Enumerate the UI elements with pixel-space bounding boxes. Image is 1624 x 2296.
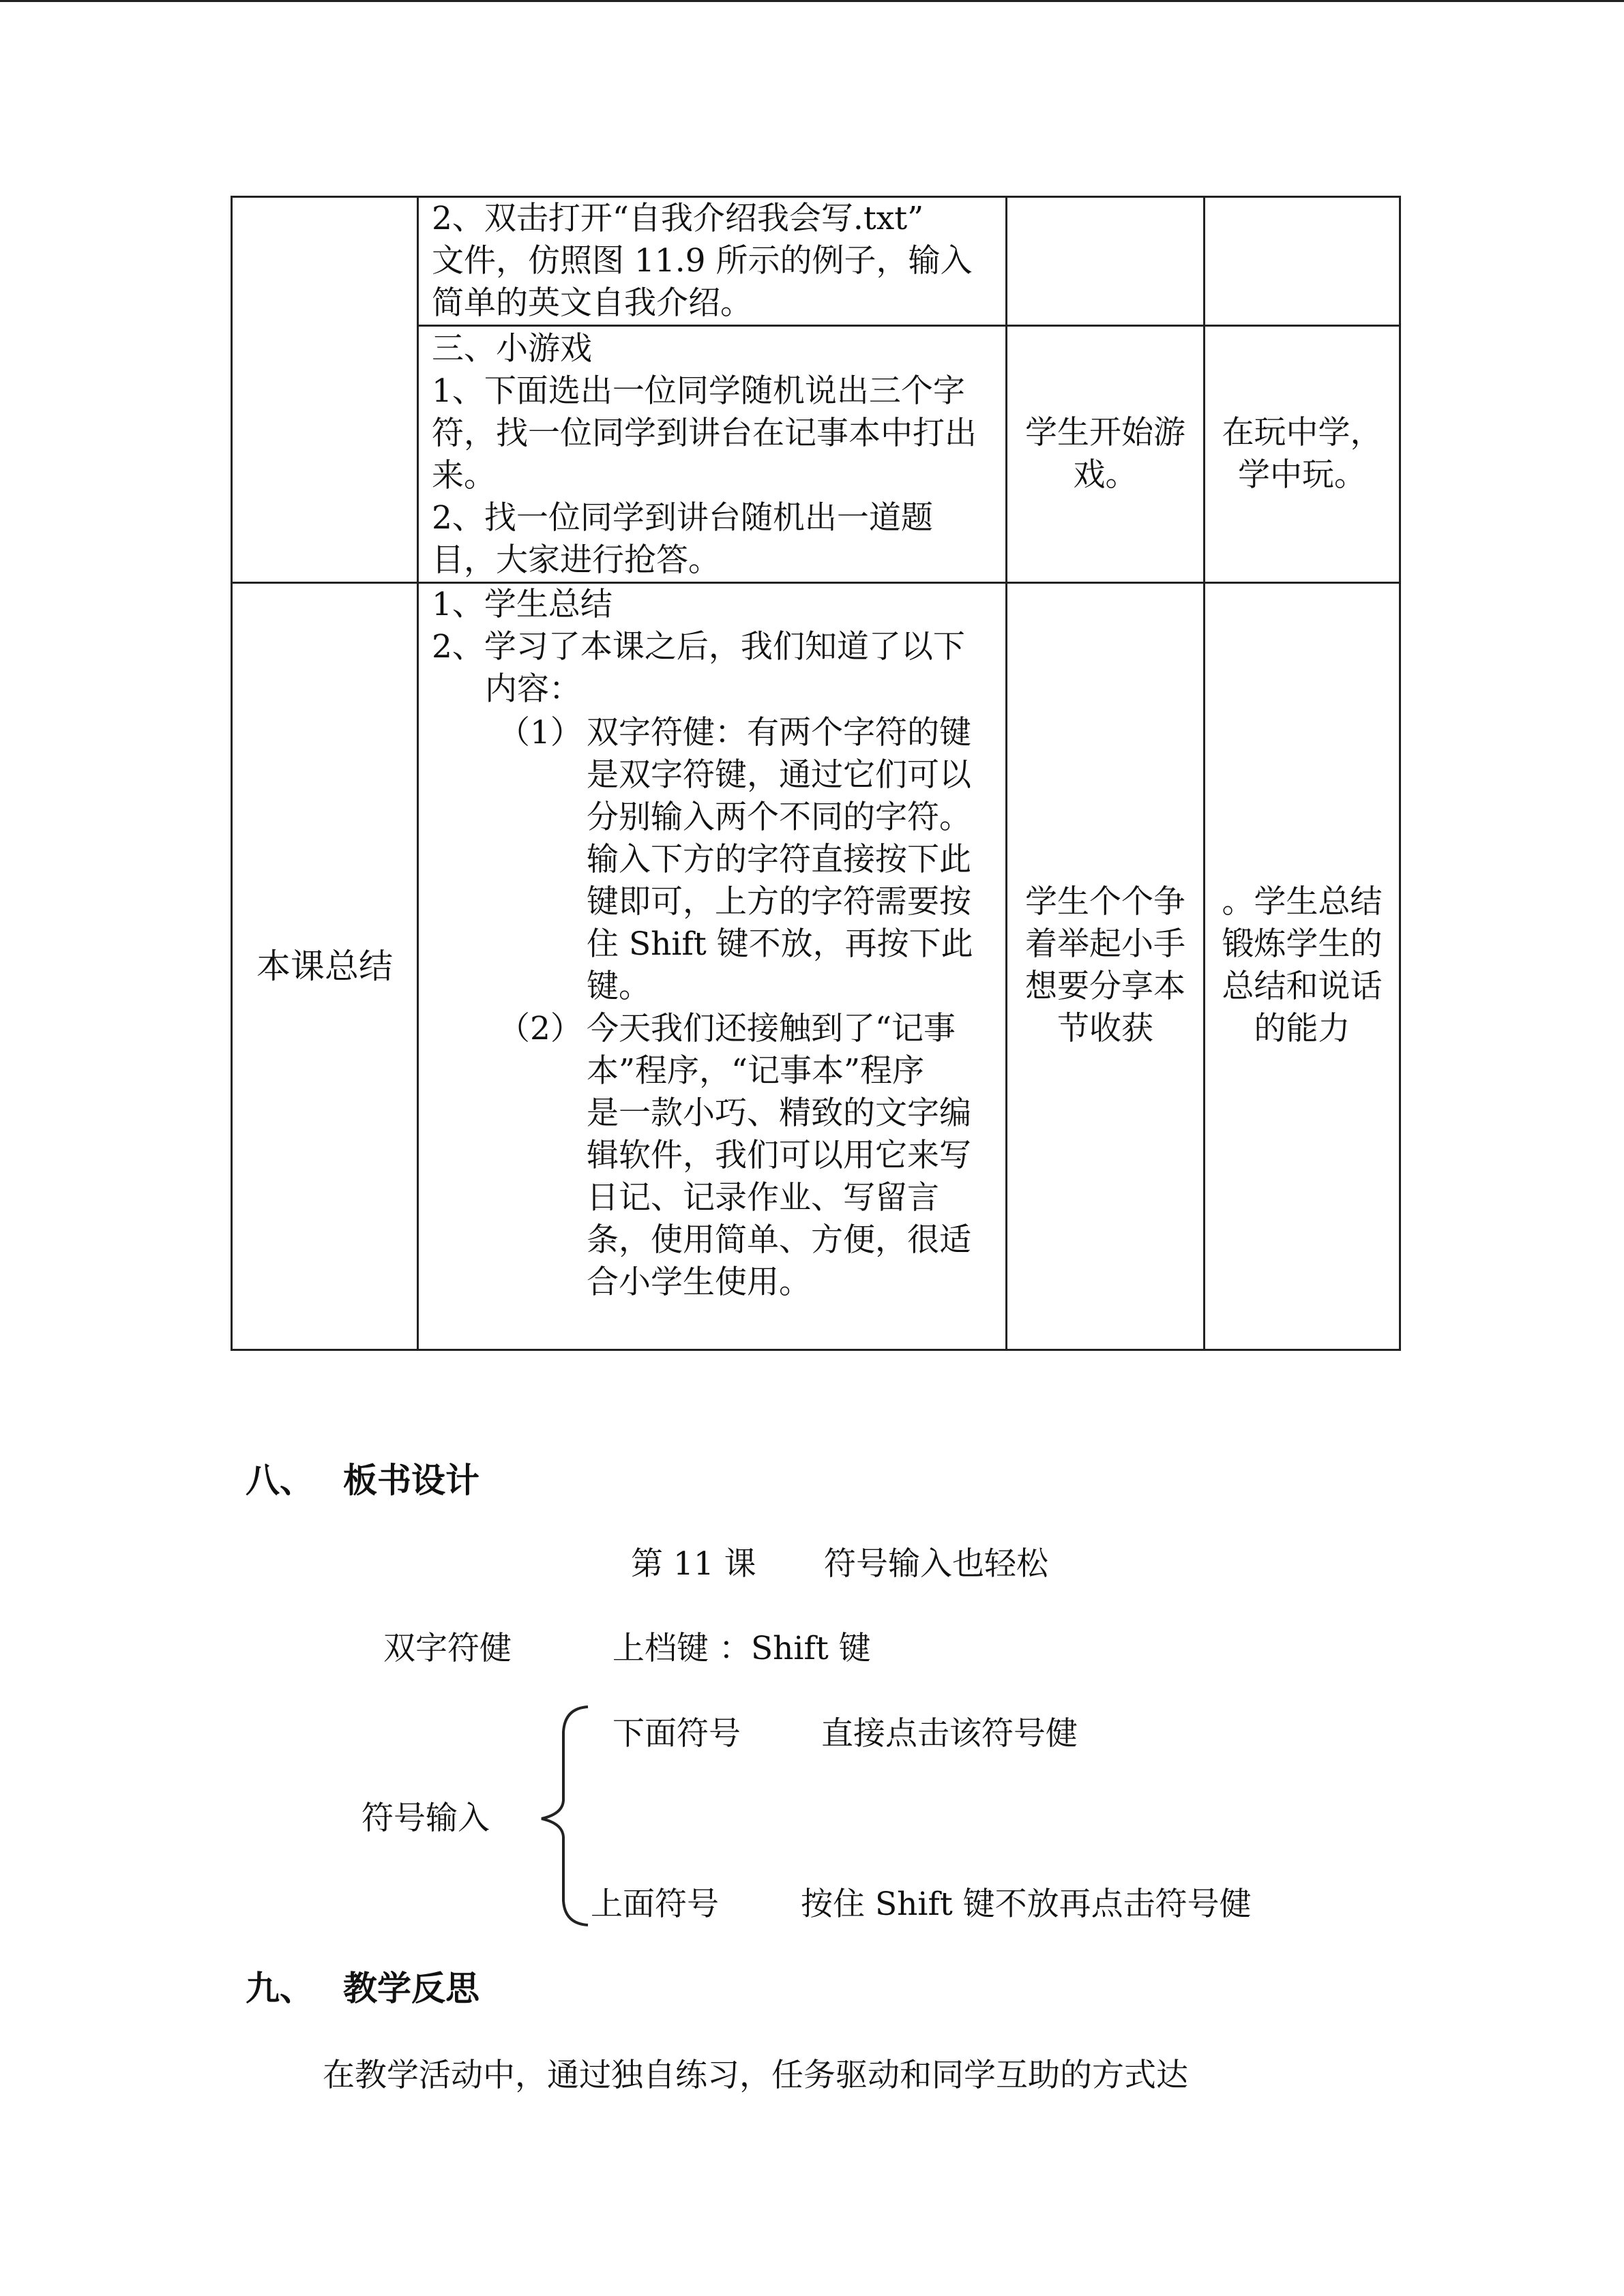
section8-number: 八、	[246, 1460, 314, 1500]
double-key-label: 双字符健	[383, 1630, 512, 1667]
row3-intro-line: 1、学生总结	[432, 586, 612, 623]
shift-key-label: 上档键 ：Shift 键	[612, 1630, 871, 1667]
row3-intro-line: 内容：	[485, 670, 581, 708]
row2-line: 符，找一位同学到讲台在记事本中打出	[432, 415, 977, 452]
row3-sub2-line: 日记、记录作业、写留言	[587, 1179, 939, 1217]
row2-line: 1、下面选出一位同学随机说出三个字	[432, 372, 965, 410]
page-top-border	[0, 0, 1624, 2]
row3-sub1-marker: （1）	[498, 714, 582, 751]
row2-student-line: 学生开始游	[1025, 414, 1185, 451]
row3-intro	[432, 584, 965, 711]
row3-sub1-line: 住 Shift 键不放，再按下此	[587, 925, 973, 963]
row3-intent-line: 的能力	[1254, 1010, 1350, 1047]
row3-sub2-line: 辑软件，我们可以用它来写	[587, 1137, 971, 1174]
row3-sub1-line: 键。	[587, 968, 651, 1005]
row3-sub1-line: 双字符健：有两个字符的键	[587, 714, 971, 751]
symbol-input-label: 符号输入	[361, 1800, 490, 1837]
row3-label-text: 本课总结	[256, 946, 393, 986]
table-border-col3	[1203, 196, 1205, 1351]
row3-intent-line: 。学生总结	[1222, 883, 1383, 921]
row3-sub2-line: 本”程序，“记事本”程序	[587, 1052, 925, 1090]
row3-student-line: 学生个个争	[1025, 883, 1185, 921]
row3-intent-line: 锻炼学生的	[1222, 925, 1383, 963]
row2-line: 2、找一位同学到讲台随机出一道题	[432, 499, 933, 537]
curly-brace-icon	[532, 1701, 600, 1930]
row3-sub1-line: 是双字符键，通过它们可以	[587, 756, 971, 794]
row1-line: 2、双击打开“自我介绍我会写.txt”	[432, 200, 924, 237]
row3-sub1-text	[587, 712, 973, 1008]
row2-content	[432, 328, 977, 582]
row3-sub2-line: 今天我们还接触到了“记事	[587, 1010, 956, 1047]
row3-sub1-line: 输入下方的字符直接按下此	[587, 841, 971, 878]
lesson-subtitle: 符号输入也轻松	[824, 1545, 1048, 1583]
row3-student-line: 想要分享本	[1025, 968, 1185, 1005]
table-border-col2	[1005, 196, 1007, 1351]
row2-intent-line: 在玩中学，	[1222, 414, 1383, 451]
lower-symbol-label: 下面符号	[612, 1715, 741, 1753]
row3-student-line: 着举起小手	[1025, 925, 1185, 963]
upper-symbol-label: 上面符号	[591, 1885, 719, 1923]
row3-sub2-line: 是一款小巧、精致的文字编	[587, 1094, 971, 1132]
lesson-title: 第 11 课	[631, 1545, 756, 1583]
section8-heading: 板书设计	[343, 1460, 479, 1500]
row1-content	[432, 198, 973, 325]
row2-intent-line: 学中玩。	[1238, 456, 1366, 494]
row3-sub1-line: 键即可，上方的字符需要按	[587, 883, 971, 921]
table-border-row1	[417, 325, 1401, 327]
row3-student-line: 节收获	[1057, 1010, 1153, 1047]
table-border-col1	[417, 196, 419, 1351]
row1-line: 简单的英文自我介绍。	[432, 284, 752, 322]
row2-line: 来。	[432, 457, 496, 494]
row1-line: 文件，仿照图 11.9 所示的例子，输入	[432, 242, 973, 280]
row2-student-line: 戏。	[1073, 456, 1138, 494]
row3-sub2-marker: （2）	[498, 1010, 582, 1047]
row3-design-intent	[1205, 881, 1399, 1050]
row3-intro-line: 2、学习了本课之后，我们知道了以下	[432, 628, 965, 666]
section9-paragraph: 在教学活动中，通过独自练习，任务驱动和同学互助的方式达	[323, 2057, 1188, 2094]
row3-sub1-line: 分别输入两个不同的字符。	[587, 799, 971, 836]
table-border-bottom	[231, 1349, 1401, 1351]
row2-design-intent	[1205, 412, 1399, 496]
row3-intent-line: 总结和说话	[1222, 968, 1383, 1005]
row2-line: 三、小游戏	[432, 330, 592, 368]
row3-student-activity	[1007, 881, 1203, 1050]
lower-symbol-action: 直接点击该符号健	[821, 1715, 1078, 1753]
row2-line: 目，大家进行抢答。	[432, 541, 720, 579]
section9-heading: 教学反思	[343, 1968, 479, 2008]
row2-student-activity	[1007, 412, 1203, 496]
table-border-right	[1399, 196, 1401, 1351]
row3-sub2-line: 合小学生使用。	[587, 1264, 811, 1301]
row3-label	[233, 945, 417, 987]
row3-sub2-line: 条，使用简单、方便，很适	[587, 1221, 971, 1259]
section9-number: 九、	[246, 1968, 314, 2008]
table-border-left	[231, 196, 233, 1351]
upper-symbol-action: 按住 Shift 键不放再点击符号健	[801, 1885, 1252, 1923]
row3-sub2-text	[587, 1008, 971, 1304]
